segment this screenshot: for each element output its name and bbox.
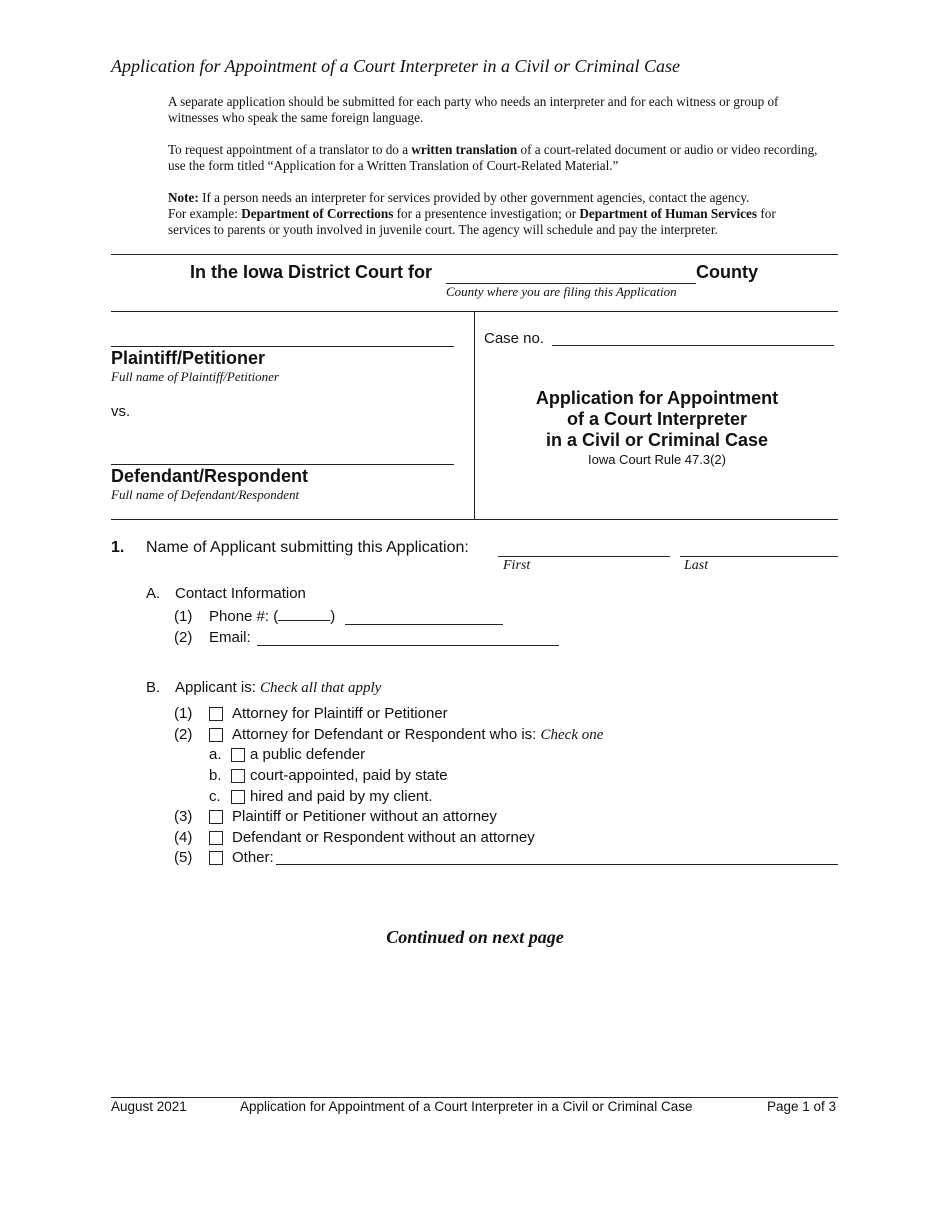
option-2-checkbox[interactable] (209, 728, 223, 742)
applicant-label: Applicant is: (175, 679, 256, 696)
note-label: Note: (168, 190, 199, 205)
first-name-input[interactable] (498, 556, 670, 557)
intro-paragraph-2 (168, 142, 828, 174)
court-prefix: In the Iowa District Court for (190, 262, 433, 282)
form-title-line-2: of a Court Interpreter (566, 409, 748, 429)
option-4-checkbox[interactable] (209, 831, 223, 845)
phone-number-label: (1) (174, 608, 193, 625)
note-line-2-end: for (757, 206, 776, 221)
suboption-c-checkbox[interactable] (231, 790, 245, 804)
option-4-label: Defendant or Respondent without an attorney (232, 829, 535, 846)
email-number-label: (2) (174, 629, 193, 646)
footer-date: August 2021 (111, 1099, 187, 1114)
phone-label: Phone #: ( (209, 608, 279, 625)
phone-close: ) (330, 608, 336, 625)
footer-page: Page 1 of 3 (767, 1099, 837, 1114)
option-5-number: (5) (174, 849, 193, 866)
county-sublabel: County where you are filing this Application (446, 284, 677, 299)
option-1-label: Attorney for Plaintiff or Petitioner (232, 705, 448, 722)
defendant-sublabel: Full name of Defendant/Respondent (111, 487, 300, 502)
form-title (476, 388, 838, 451)
suboption-b-letter: b. (209, 767, 222, 784)
email-label: Email: (209, 629, 251, 646)
note-line-3: services to parents or youth involved in juvenile court. The agency will schedule and pay the interpreter. (168, 222, 718, 237)
email-input[interactable] (257, 645, 559, 646)
defendant-label: Defendant/Respondent (111, 466, 309, 486)
phone-field (209, 608, 335, 625)
form-title-line-1: Application for Appointment (535, 388, 779, 408)
p2-bold: written translation (411, 142, 518, 157)
section-1-label: Name of Applicant submitting this Application: (146, 539, 469, 556)
divider-top (111, 254, 838, 255)
note-dept-2: Department of Human Services (579, 206, 758, 221)
defendant-name-input[interactable] (111, 464, 454, 465)
email-field-label (209, 629, 251, 646)
suboption-c-letter: c. (209, 788, 221, 805)
option-4-number: (4) (174, 829, 193, 846)
plaintiff-sublabel: Full name of Plaintiff/Petitioner (111, 369, 279, 384)
option-3-label: Plaintiff or Petitioner without an attorney (232, 808, 497, 825)
email-row (174, 629, 192, 646)
plaintiff-name-input[interactable] (111, 346, 454, 347)
applicant-hint: Check all that apply (260, 680, 382, 696)
note-line-1: If a person needs an interpreter for services provided by other government agencies, contact the agency. (198, 190, 750, 205)
option-3-checkbox[interactable] (209, 810, 223, 824)
last-name-sublabel: Last (684, 558, 709, 573)
header-title: Application for Appointment of a Court Interpreter in a Civil or Criminal Case (111, 56, 680, 76)
intro-paragraph-1: A separate application should be submitted for each party who needs an interpreter and for each witness or group of witnesses who speak the same foreign language. (168, 94, 779, 125)
applicant-heading (146, 679, 382, 696)
option-5-checkbox[interactable] (209, 851, 223, 865)
phone-input[interactable] (345, 624, 503, 625)
option-2-hint: Check one (540, 727, 604, 743)
suboption-a-letter: a. (209, 746, 222, 763)
last-name-input[interactable] (680, 556, 838, 557)
option-3-number: (3) (174, 808, 193, 825)
footer-title: Application for Appointment of a Court Interpreter in a Civil or Criminal Case (240, 1099, 693, 1114)
suboption-b-checkbox[interactable] (231, 769, 245, 783)
note-line-2-mid: for a presentence investigation; or (393, 206, 580, 221)
option-1-number: (1) (174, 705, 193, 722)
phone-row (174, 608, 192, 625)
other-input[interactable] (276, 864, 838, 865)
court-suffix: County (696, 262, 758, 282)
note-line-2: For example: (168, 206, 242, 221)
divider-caption-bottom (111, 519, 838, 520)
suboption-c-label: hired and paid by my client. (250, 788, 433, 805)
first-name-sublabel: First (503, 558, 531, 573)
option-1-checkbox[interactable] (209, 707, 223, 721)
area-code-input[interactable] (278, 619, 330, 621)
case-no-label: Case no. (484, 330, 545, 347)
note-dept-1: Department of Corrections (241, 206, 394, 221)
section-1-number: 1. (111, 539, 125, 556)
suboption-b-label: court-appointed, paid by state (250, 767, 448, 784)
form-title-line-3: in a Civil or Criminal Case (545, 430, 769, 450)
option-5-label: Other: (232, 849, 274, 866)
intro-note (168, 190, 848, 238)
footer-divider (111, 1097, 838, 1098)
suboption-a-checkbox[interactable] (231, 748, 245, 762)
court-rule: Iowa Court Rule 47.3(2) (587, 452, 726, 467)
option-2-number: (2) (174, 726, 193, 743)
option-2-label: Attorney for Defendant or Respondent who is: (232, 726, 537, 743)
contact-heading (146, 585, 306, 602)
suboption-a-label: a public defender (250, 746, 366, 763)
contact-label: Contact Information (175, 585, 306, 602)
applicant-letter: B. (146, 679, 161, 696)
plaintiff-label: Plaintiff/Petitioner (111, 348, 266, 368)
case-no-input[interactable] (552, 345, 834, 346)
continued-note: Continued on next page (386, 927, 564, 947)
option-2-label-wrap (232, 726, 603, 744)
applicant-label-wrap (175, 679, 381, 697)
divider-caption-vertical (474, 311, 475, 519)
p2-text-after: of a court-related document or audio or video recording, use the form titled “Application for a Written Translation of Court-Related Material.” (168, 142, 818, 173)
vs-label: vs. (111, 403, 131, 420)
p2-text: To request appointment of a translator to do a (168, 142, 412, 157)
contact-letter: A. (146, 585, 161, 602)
